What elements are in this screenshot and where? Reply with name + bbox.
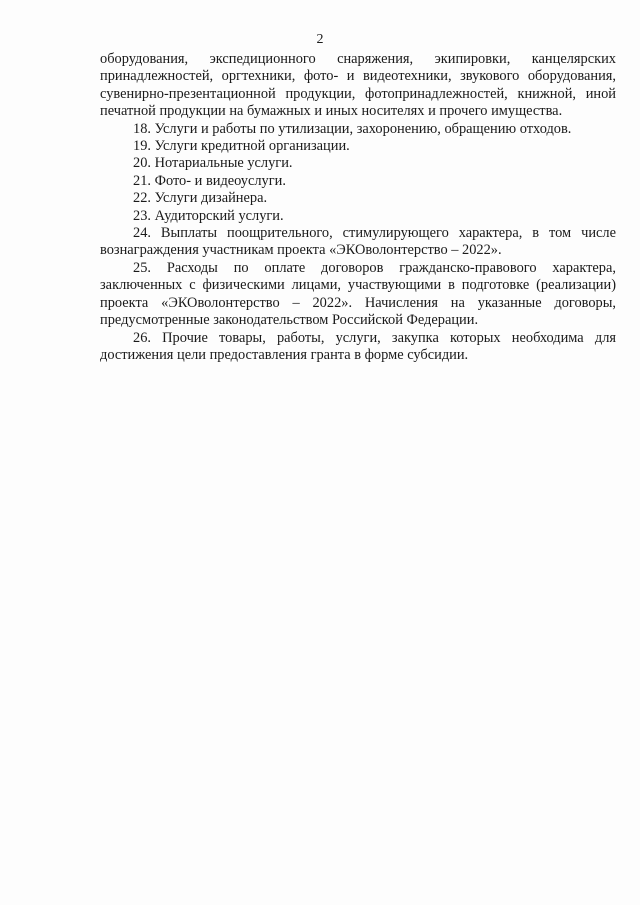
paragraph-item-22: 22. Услуги дизайнера. xyxy=(133,190,268,207)
paragraph-item-18: 18. Услуги и работы по утилизации, захоронению, обращению отходов. xyxy=(133,120,572,137)
document-body xyxy=(100,51,616,364)
paragraph-equipment-list: оборудования, экспедиционного снаряжения, экипировки, канцелярских принадлежностей, оргтехники, фото- и видеотехники, звукового оборудования, сувенирно-презентационной продукции, фотопринадлежностей, книжной, иной печатной продукции на бумажных и иных носителях и прочего имущества. xyxy=(100,51,616,120)
paragraph-item-23: 23. Аудиторский услуги. xyxy=(133,207,284,224)
paragraph-item-19: 19. Услуги кредитной организации. xyxy=(133,138,350,155)
paragraph-item-21: 21. Фото- и видеоуслуги. xyxy=(133,172,286,189)
paragraph-item-25: 25. Расходы по оплате договоров гражданско-правового характера, заключенных с физическими лицами, участвующими в подготовке (реализации) проекта «ЭКОволонтерство – 2022». Начисления на указанные договоры, предусмотренные законодательством Российской Федерации. xyxy=(100,259,616,329)
page-number: 2 xyxy=(316,32,324,47)
paragraph-item-26: 26. Прочие товары, работы, услуги, закупка которых необходима для достижения цели предоставления гранта в форме субсидии. xyxy=(100,329,616,363)
paragraph-item-24: 24. Выплаты поощрительного, стимулирующего характера, в том числе вознаграждения участникам проекта «ЭКОволонтерство – 2022». xyxy=(100,225,616,259)
paragraph-item-20: 20. Нотариальные услуги. xyxy=(133,155,293,172)
